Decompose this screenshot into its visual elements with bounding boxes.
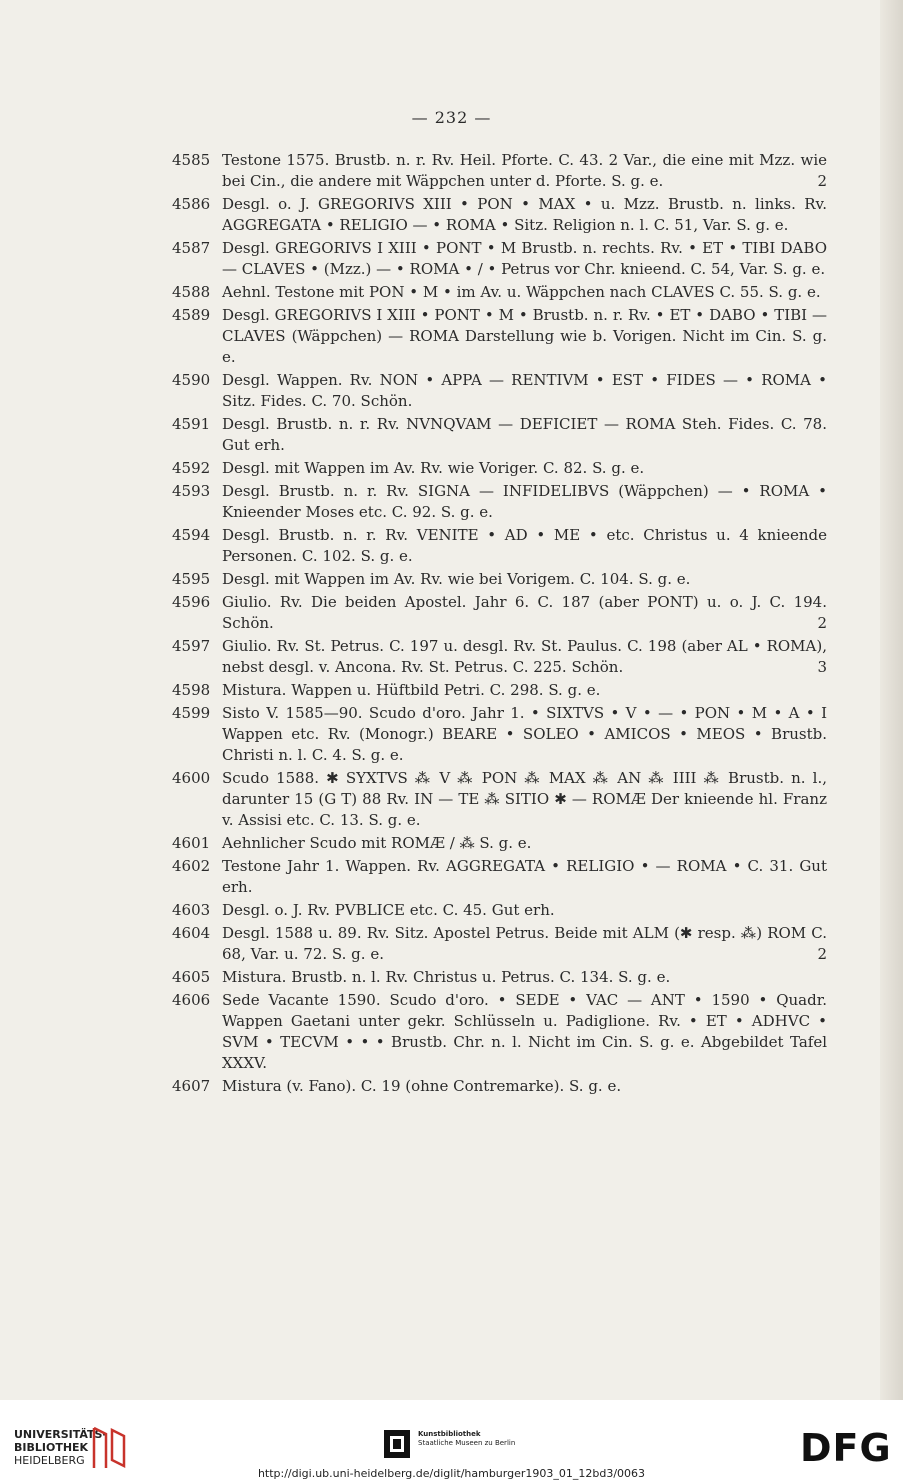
catalog-entry (172, 856, 827, 898)
catalog-entry (172, 703, 827, 766)
entry-text: Desgl. GREGORIVS I XIII • PONT • M Brustb. n. rechts. Rv. • ET • TIBI DABO — CLAVES • (Mzz.) — • ROMA • / • Petrus vor Chr. knieend. C. 54, Var. S. g. e. (222, 239, 827, 278)
catalog-entry (172, 1076, 827, 1097)
catalog-entry (172, 458, 827, 479)
entry-number: 4586 (172, 195, 211, 213)
permalink-url[interactable]: http://digi.ub.uni-heidelberg.de/diglit/hamburger1903_01_12bd3/0063 (257, 1467, 646, 1480)
entry-number: 4585 (172, 151, 211, 169)
catalog-entry (172, 923, 827, 965)
entry-number: 4593 (172, 482, 211, 500)
page-edge (880, 0, 903, 1400)
catalog-entry (172, 990, 827, 1074)
entry-number: 4597 (172, 637, 211, 655)
entry-text: Desgl. Brustb. n. r. Rv. VENITE • AD • ME • etc. Christus u. 4 knieende Personen. C. 102. S. g. e. (222, 526, 827, 565)
catalog-entry (172, 768, 827, 831)
museum-text (418, 1430, 515, 1448)
catalog-entry (172, 636, 827, 678)
entry-text: Mistura. Brustb. n. l. Rv. Christus u. Petrus. C. 134. S. g. e. (222, 968, 671, 986)
catalog-entry (172, 833, 827, 854)
library-line-2: BIBLIOTHEK (14, 1441, 89, 1454)
entry-value: 2 (811, 613, 827, 634)
entry-number: 4600 (172, 769, 211, 787)
catalog-entry (172, 967, 827, 988)
entry-text: Aehnlicher Scudo mit ROMÆ / ⁂ S. g. e. (222, 834, 532, 852)
entry-value: 2 (811, 944, 827, 965)
entry-number: 4589 (172, 306, 211, 324)
entry-text: Scudo 1588. ✱ SYXTVS ⁂ V ⁂ PON ⁂ MAX ⁂ AN ⁂ IIII ⁂ Brustb. n. l., darunter 15 (G T) 88 Rv. IN — TE ⁂ SITIO ✱ — ROMÆ Der knieende hl. Franz v. Assisi etc. C. 13. S. g. e. (222, 769, 827, 829)
catalog-entry (172, 900, 827, 921)
entry-number: 4605 (172, 968, 211, 986)
entry-value: 3 (811, 657, 827, 678)
entry-text: Desgl. Wappen. Rv. NON • APPA — RENTIVM • EST • FIDES — • ROMA • Sitz. Fides. C. 70. Schön. (222, 371, 827, 410)
catalog-entry (172, 150, 827, 192)
catalog-entry (172, 305, 827, 368)
catalog-entry (172, 680, 827, 701)
catalog-entry (172, 414, 827, 456)
entry-number: 4602 (172, 857, 211, 875)
catalog-entry (172, 194, 827, 236)
entry-text: Giulio. Rv. St. Petrus. C. 197 u. desgl. Rv. St. Paulus. C. 198 (aber AL • ROMA), nebst desgl. v. Ancona. Rv. St. Petrus. C. 225. Schön. (222, 637, 827, 676)
entry-text: Sisto V. 1585—90. Scudo d'oro. Jahr 1. • SIXTVS • V • — • PON • M • A • I Wappen etc. Rv. (Monogr.) BEARE • SOLEO • AMICOS • MEOS • Brustb. Christi n. l. C. 4. S. g. e. (222, 704, 827, 764)
entry-number: 4588 (172, 283, 211, 301)
entry-number: 4601 (172, 834, 211, 852)
page-number: — 232 — (411, 108, 492, 127)
entry-value: 2 (811, 171, 827, 192)
museum-line-1: Kunstbibliothek (418, 1430, 481, 1438)
entry-text: Desgl. Brustb. n. r. Rv. NVNQVAM — DEFICIET — ROMA Steh. Fides. C. 78. Gut erh. (222, 415, 827, 454)
catalog-entry (172, 238, 827, 280)
catalog-entry (172, 481, 827, 523)
entry-number: 4604 (172, 924, 211, 942)
entry-text: Desgl. o. J. GREGORIVS XIII • PON • MAX • u. Mzz. Brustb. n. links. Rv. AGGREGATA • RELIGIO — • ROMA • Sitz. Religion n. l. C. 51, Var. S. g. e. (222, 195, 827, 234)
library-line-1: UNIVERSITÄTS- (14, 1428, 108, 1441)
dfg-logo: DFG (800, 1426, 892, 1470)
entry-text: Sede Vacante 1590. Scudo d'oro. • SEDE • VAC — ANT • 1590 • Quadr. Wappen Gaetani unter gekr. Schlüsseln u. Padiglione. Rv. • ET • ADHVC • SVM • TECVM • • • Brustb. Chr. n. l. Nicht im Cin. S. g. e. Abgebildet Tafel XXXV. (222, 991, 827, 1072)
entry-number: 4590 (172, 371, 211, 389)
entry-number: 4603 (172, 901, 211, 919)
entry-number: 4598 (172, 681, 211, 699)
entry-number: 4587 (172, 239, 211, 257)
entry-text: Desgl. o. J. Rv. PVBLICE etc. C. 45. Gut erh. (222, 901, 555, 919)
entry-text: Aehnl. Testone mit PON • M • im Av. u. Wäppchen nach CLAVES C. 55. S. g. e. (222, 283, 821, 301)
catalog-entry (172, 370, 827, 412)
entry-number: 4591 (172, 415, 211, 433)
entry-text: Desgl. Brustb. n. r. Rv. SIGNA — INFIDELIBVS (Wäppchen) — • ROMA • Knieender Moses etc. C. 92. S. g. e. (222, 482, 827, 521)
entry-text: Desgl. 1588 u. 89. Rv. Sitz. Apostel Petrus. Beide mit ALM (✱ resp. ⁂) ROM C. 68, Var. u. 72. S. g. e. (222, 924, 827, 963)
catalog-entry (172, 525, 827, 567)
museum-line-2: Staatliche Museen zu Berlin (418, 1439, 516, 1447)
catalog-entries (172, 150, 827, 1099)
entry-number: 4595 (172, 570, 211, 588)
entry-number: 4592 (172, 459, 211, 477)
entry-number: 4594 (172, 526, 211, 544)
entry-text: Testone Jahr 1. Wappen. Rv. AGGREGATA • RELIGIO • — ROMA • C. 31. Gut erh. (222, 857, 827, 896)
entry-text: Desgl. mit Wappen im Av. Rv. wie Voriger. C. 82. S. g. e. (222, 459, 645, 477)
entry-text: Desgl. mit Wappen im Av. Rv. wie bei Vorigem. C. 104. S. g. e. (222, 570, 691, 588)
catalog-entry (172, 569, 827, 590)
entry-text: Mistura (v. Fano). C. 19 (ohne Contremarke). S. g. e. (222, 1077, 622, 1095)
entry-text: Mistura. Wappen u. Hüftbild Petri. C. 298. S. g. e. (222, 681, 601, 699)
entry-text: Desgl. GREGORIVS I XIII • PONT • M • Brustb. n. r. Rv. • ET • DABO • TIBI — CLAVES (Wäppchen) — ROMA Darstellung wie b. Vorigen. Nicht im Cin. S. g. e. (222, 306, 827, 366)
catalog-entry (172, 282, 827, 303)
museum-logo-icon (384, 1430, 410, 1458)
entry-number: 4607 (172, 1077, 211, 1095)
catalog-entry (172, 592, 827, 634)
entry-number: 4599 (172, 704, 211, 722)
entry-text: Giulio. Rv. Die beiden Apostel. Jahr 6. C. 187 (aber PONT) u. o. J. C. 194. Schön. (222, 593, 827, 632)
library-line-3: HEIDELBERG (14, 1454, 85, 1467)
library-mark-icon (90, 1426, 126, 1470)
entry-number: 4606 (172, 991, 211, 1009)
footer (0, 1400, 903, 1484)
entry-number: 4596 (172, 593, 211, 611)
entry-text: Testone 1575. Brustb. n. r. Rv. Heil. Pforte. C. 43. 2 Var., die eine mit Mzz. wie bei Cin., die andere mit Wäppchen unter d. Pforte. S. g. e. (222, 151, 827, 190)
